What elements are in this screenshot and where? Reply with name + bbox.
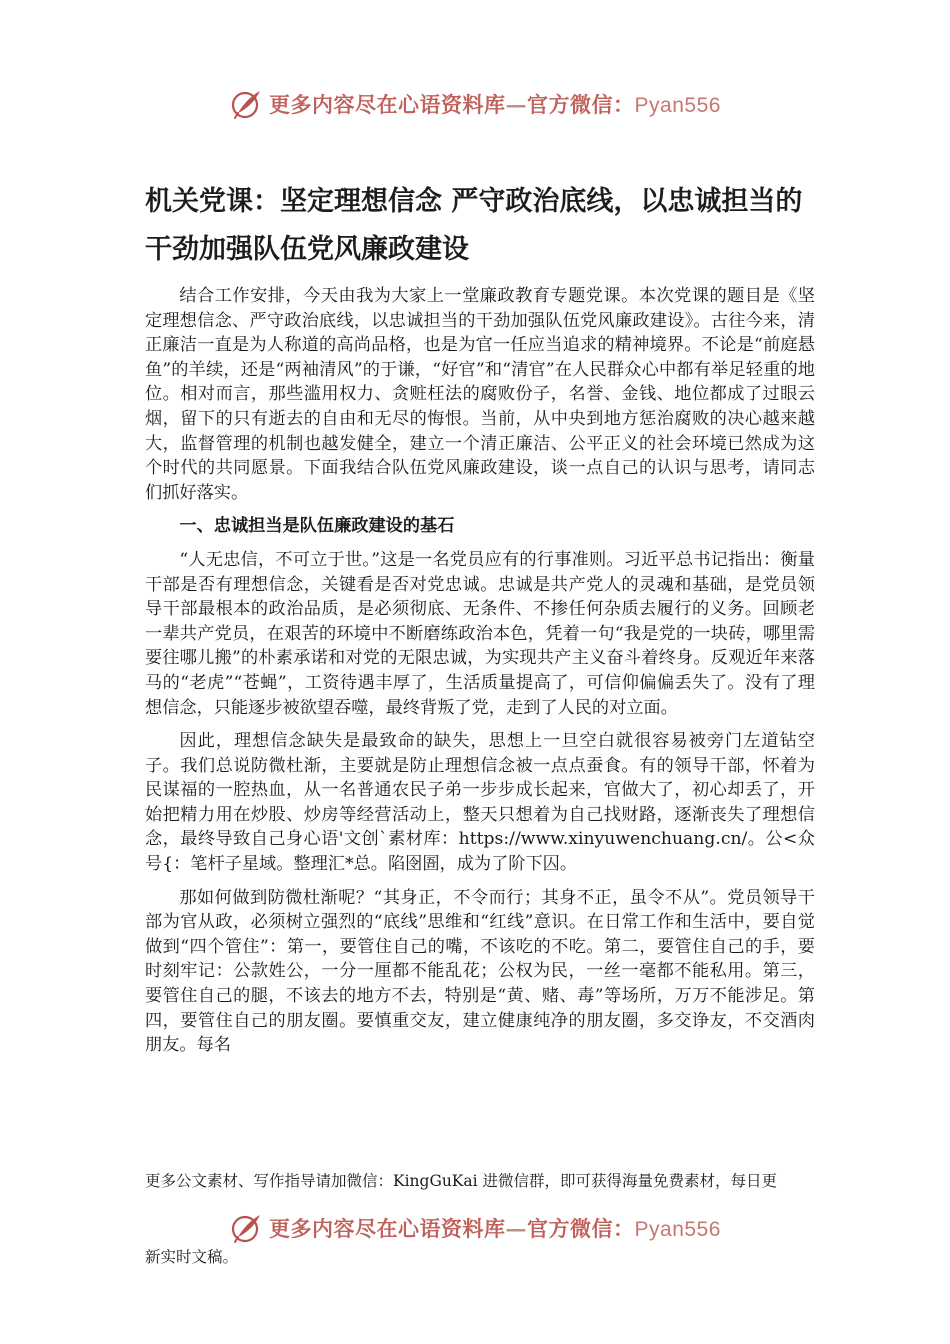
banner-text (269, 1213, 721, 1243)
paragraph-prevention: 那如何做到防微杜渐呢？“其身正，不令而行；其身不正，虽令不从”。党员领导干部为官从政，必须树立强烈的“底线”思维和“红线”意识。在日常工作和生活中，要自觉做到“四个管住”：第一，要管住自己的嘴，不该吃的不吃。第二，要管住自己的手，要时刻牢记：公款姓公，一分一厘都不能乱花；公权为民，一丝一毫都不能私用。第三，要管住自己的腿，不该去的地方不去，特别是“黄、赌、毒”等场所，万万不能涉足。第四，要管住自己的朋友圈。要慎重交友，建立健康纯净的朋友圈，多交诤友，不交酒肉朋友。每名 (145, 887, 815, 1056)
banner-dash: — (505, 92, 528, 117)
body-text-area (145, 284, 815, 1146)
document-title: 机关党课：坚定理想信念 严守政治底线，以忠诚担当的干劲加强队伍党风廉政建设 (145, 186, 803, 265)
banner-dash: — (505, 1216, 528, 1241)
paragraph-intro: 结合工作安排，今天由我为大家上一堂廉政教育专题党课。本次党课的题目是《坚定理想信念、严守政治底线，以忠诚担当的干劲加强队伍党风廉政建设》。古往今来，清正廉洁一直是为人称道的高尚品格，也是为官一任应当追求的精神境界。不论是“前庭悬鱼”的羊续，还是“两袖清风”的于谦，“好官”和“清官”在人民群众心中都有举足轻重的地位。相对而言，那些滥用权力、贪赃枉法的腐败份子，名誉、金钱、地位都成了过眼云烟，留下的只有逝去的自由和无尽的悔恨。当前，从中央到地方惩治腐败的决心越来越大，监督管理的机制也越发健全，建立一个清正廉洁、公平正义的社会环境已然成为这个时代的共同愿景。下面我结合队伍党风廉政建设，谈一点自己的认识与思考，请同志们抓好落实。 (145, 286, 815, 503)
banner-prefix: 更多内容尽在心语资料库 (269, 92, 506, 117)
footer-notice: 更多公文素材、写作指导请加微信：KingGuKai 进微信群，即可获得海量免费素材，每日更 (145, 1172, 778, 1190)
banner-prefix: 更多内容尽在心语资料库 (269, 1216, 506, 1241)
banner-wechat-id: Pyan556 (634, 1218, 721, 1241)
banner-text (269, 89, 721, 119)
paragraph-ideals: 因此，理想信念缺失是最致命的缺失，思想上一旦空白就很容易被旁门左道钻空子。我们总说防微杜渐，主要就是防止理想信念被一点点蚕食。有的领导干部，怀着为民谋福的一腔热血，从一名普通农民子弟一步步成长起来，官做大了，初心却丢了，开始把精力用在炒股、炒房等经营活动上，整天只想着为自己找财路，逐渐丧失了理想信念，最终导致自己身心语'文创`素材库：https://www.xinyuwenchuang.cn/。公<众号{：笔杆子星域。整理汇*总。陷囹圄，成为了阶下囚。 (145, 731, 815, 875)
feather-pen-logo-icon (229, 1211, 263, 1245)
banner-wechat-id: Pyan556 (634, 94, 721, 117)
feather-pen-logo-icon (229, 87, 263, 121)
section-heading-1: 一、忠诚担当是队伍廉政建设的基石 (179, 516, 455, 537)
document-body (145, 284, 815, 1146)
banner-label: 官方微信： (527, 92, 635, 117)
paragraph-loyalty: “人无忠信，不可立于世。”这是一名党员应有的行事准则。习近平总书记指出：衡量干部是否有理想信念，关键看是否对党忠诚。忠诚是共产党人的灵魂和基础，是党员领导干部最根本的政治品质，是必须彻底、无条件、不掺任何杂质去履行的义务。回顾老一辈共产党员，在艰苦的环境中不断磨练政治本色，凭着一句“我是党的一块砖，哪里需要往哪儿搬”的朴素承诺和对党的无限忠诚，为实现共产主义奋斗着终身。反观近年来落马的“老虎”“苍蝇”，工资待遇丰厚了，生活质量提高了，可信仰偏偏丢失了。没有了理想信念，只能逐步被欲望吞噬，最终背叛了党，走到了人民的对立面。 (145, 549, 815, 718)
header-banner (0, 84, 950, 124)
banner-label: 官方微信： (527, 1216, 635, 1241)
footer-banner (0, 1208, 950, 1248)
footer-notice-tail: 新实时文稿。 (145, 1248, 239, 1266)
